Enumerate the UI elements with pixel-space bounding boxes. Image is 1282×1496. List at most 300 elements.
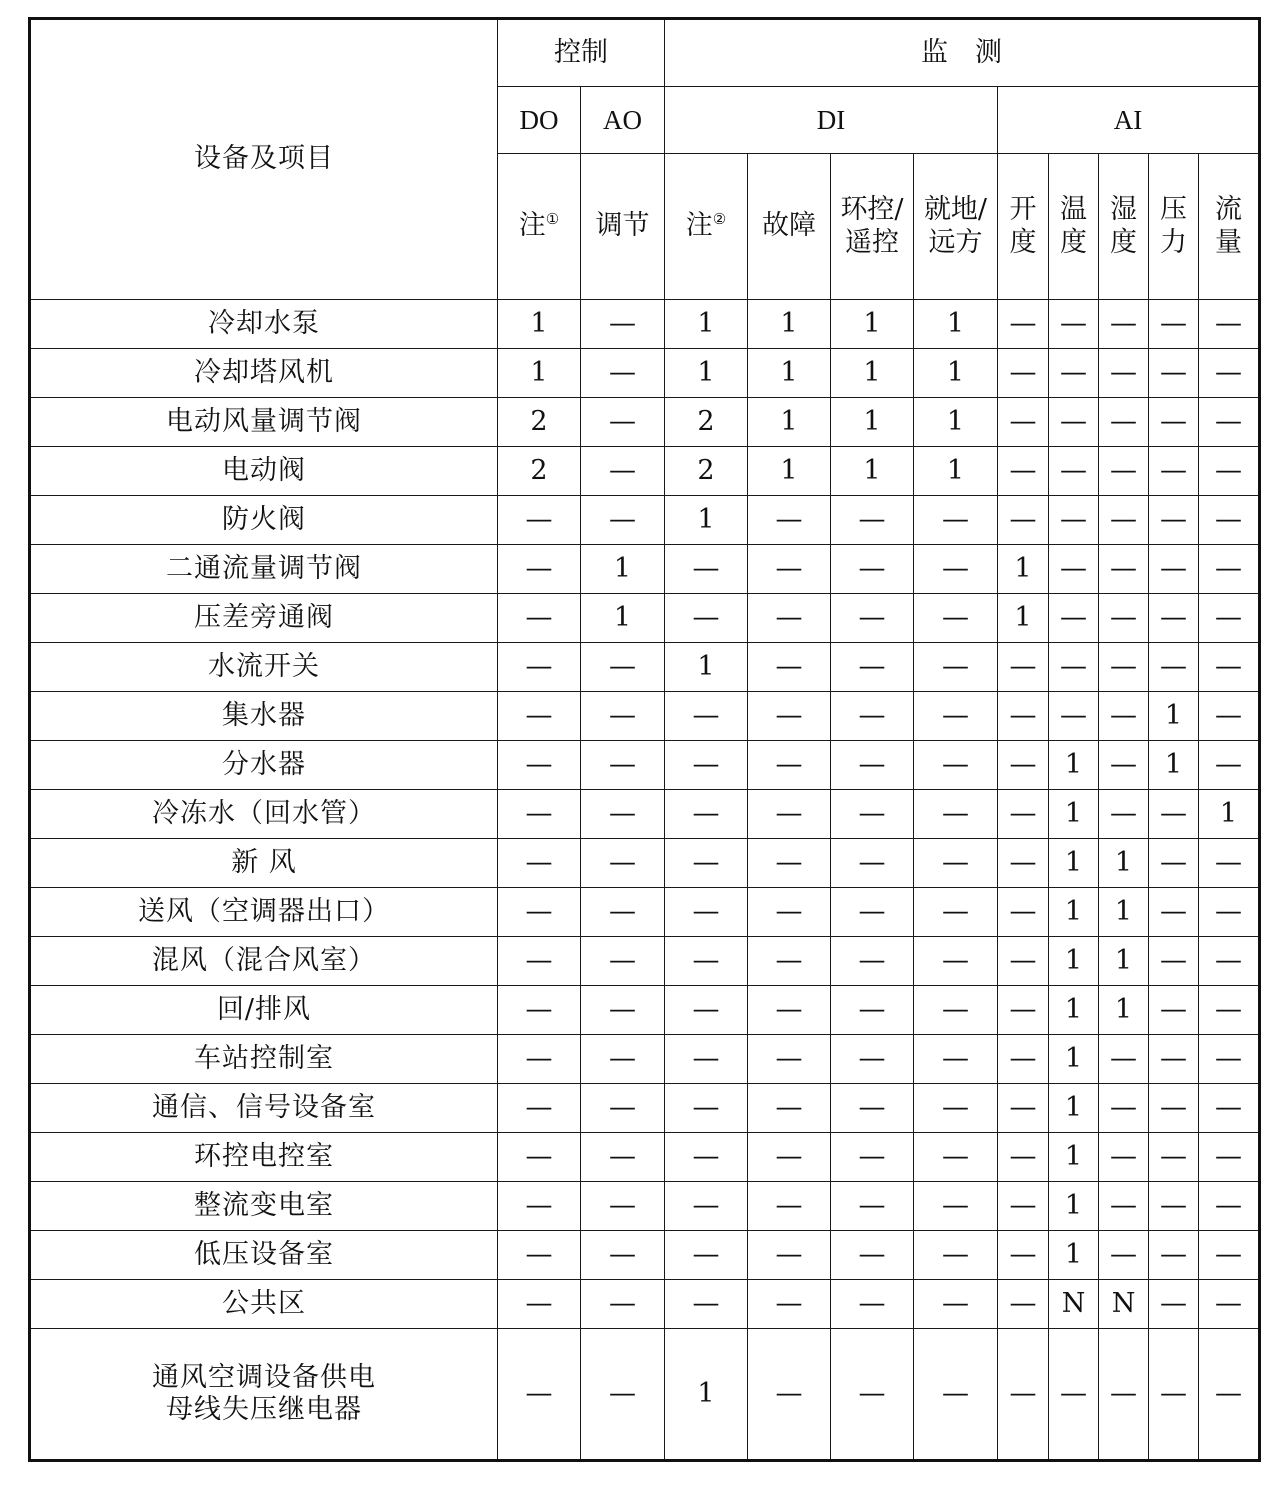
header-group-control [498, 19, 665, 87]
table-cell: — [831, 1035, 914, 1084]
table-cell: — [998, 888, 1049, 937]
table-cell: — [1149, 594, 1199, 643]
table-cell: — [914, 1133, 998, 1182]
table-cell: — [665, 594, 748, 643]
table-cell: — [1149, 1182, 1199, 1231]
header-sub-do-note [498, 154, 581, 300]
table-row [30, 594, 1260, 643]
table-cell: — [1149, 1329, 1199, 1461]
table-cell: — [1149, 349, 1199, 398]
table-cell: — [998, 1280, 1049, 1329]
table-cell: 1 [1099, 937, 1149, 986]
table-row [30, 1182, 1260, 1231]
table-row [30, 496, 1260, 545]
row-item-label: 冷却塔风机 [30, 349, 498, 398]
table-cell: — [914, 1280, 998, 1329]
table-cell: — [665, 839, 748, 888]
table-cell: — [1199, 300, 1260, 349]
table-cell: — [1049, 398, 1099, 447]
table-cell: — [748, 496, 831, 545]
row-item-label [30, 1329, 498, 1461]
table-cell: — [498, 643, 581, 692]
table-cell: — [1099, 496, 1149, 545]
table-row [30, 1280, 1260, 1329]
table-cell: — [498, 839, 581, 888]
table-cell: N [1049, 1280, 1099, 1329]
table-cell: — [581, 692, 665, 741]
row-item-line: 母线失压继电器 [166, 1394, 362, 1425]
table-cell: — [998, 1084, 1049, 1133]
table-cell: — [581, 741, 665, 790]
table-cell: 1 [1149, 692, 1199, 741]
table-cell: — [1049, 545, 1099, 594]
table-cell: 2 [665, 398, 748, 447]
table-cell: 1 [1099, 888, 1149, 937]
table-cell: — [1199, 349, 1260, 398]
table-cell: — [665, 986, 748, 1035]
table-cell: — [914, 986, 998, 1035]
table-cell: — [998, 741, 1049, 790]
table-cell: — [998, 1035, 1049, 1084]
table-cell: — [665, 1231, 748, 1280]
header-type-ao: AO [581, 87, 665, 154]
table-cell: — [914, 1231, 998, 1280]
table-cell: — [831, 741, 914, 790]
table-cell: 1 [914, 447, 998, 496]
table-cell: — [914, 888, 998, 937]
table-cell: 1 [1149, 741, 1199, 790]
table-row [30, 643, 1260, 692]
header-sub-ai-humidity [1099, 154, 1149, 300]
table-cell: — [1199, 1133, 1260, 1182]
table-cell: — [1149, 986, 1199, 1035]
table-row [30, 839, 1260, 888]
table-row [30, 692, 1260, 741]
table-cell: — [581, 1280, 665, 1329]
table-cell: — [1199, 1182, 1260, 1231]
header-sub-line: 远方 [928, 226, 983, 258]
table-cell: — [998, 1133, 1049, 1182]
table-cell: — [1099, 300, 1149, 349]
table-cell: — [665, 741, 748, 790]
table-cell: — [1199, 888, 1260, 937]
row-item-label: 公共区 [30, 1280, 498, 1329]
table-cell: — [498, 1280, 581, 1329]
table-cell: — [998, 790, 1049, 839]
table-cell: 1 [1199, 790, 1260, 839]
table-cell: — [748, 594, 831, 643]
header-sub-line: 流 [1215, 194, 1243, 226]
table-cell: — [914, 545, 998, 594]
header-sub-line: 环控/ [840, 194, 904, 226]
table-cell: — [498, 1084, 581, 1133]
header-type-ai: AI [998, 87, 1260, 154]
table-cell: — [1049, 496, 1099, 545]
table-cell: — [998, 692, 1049, 741]
table-cell: — [581, 790, 665, 839]
table-cell: — [498, 790, 581, 839]
table-cell: — [1149, 496, 1199, 545]
table-cell: — [581, 839, 665, 888]
table-cell: — [581, 1035, 665, 1084]
table-cell: — [665, 692, 748, 741]
table-cell: 1 [581, 545, 665, 594]
table-cell: — [914, 1182, 998, 1231]
table-cell: — [498, 594, 581, 643]
table-cell: — [1099, 1035, 1149, 1084]
header-type-di: DI [665, 87, 998, 154]
table-cell: — [831, 888, 914, 937]
row-item-label: 压差旁通阀 [30, 594, 498, 643]
header-sub-ai-opening [998, 154, 1049, 300]
table-cell: 1 [831, 398, 914, 447]
table-cell: — [914, 496, 998, 545]
table-cell: 1 [1049, 790, 1099, 839]
table-row [30, 888, 1260, 937]
table-cell: — [498, 692, 581, 741]
header-sub-di-fault: 故障 [748, 154, 831, 300]
table-cell: — [748, 643, 831, 692]
table-cell: 1 [1049, 937, 1099, 986]
row-item-label: 电动风量调节阀 [30, 398, 498, 447]
table-cell: — [1149, 447, 1199, 496]
table-cell: — [748, 1084, 831, 1133]
row-item-label: 混风（混合风室） [30, 937, 498, 986]
table-cell: 1 [748, 447, 831, 496]
table-cell: 1 [498, 300, 581, 349]
header-sub-di-local-remote [914, 154, 998, 300]
table-cell: — [748, 986, 831, 1035]
header-item-column [30, 19, 498, 300]
table-row [30, 349, 1260, 398]
table-cell: 2 [665, 447, 748, 496]
table-cell: — [581, 643, 665, 692]
table-cell: — [914, 741, 998, 790]
table-cell: — [998, 1182, 1049, 1231]
table-cell: — [498, 1329, 581, 1461]
row-item-label: 通信、信号设备室 [30, 1084, 498, 1133]
table-cell: 1 [748, 300, 831, 349]
header-sub-ai-pressure [1149, 154, 1199, 300]
table-cell: — [581, 447, 665, 496]
table-cell: — [1149, 888, 1199, 937]
table-cell: 1 [1049, 888, 1099, 937]
table-cell: — [498, 545, 581, 594]
table-cell: — [1199, 398, 1260, 447]
table-cell: — [914, 1329, 998, 1461]
table-cell: — [498, 1035, 581, 1084]
table-cell: — [1199, 1329, 1260, 1461]
header-sub-di-note [665, 154, 748, 300]
table-cell: — [831, 986, 914, 1035]
row-item-label: 集水器 [30, 692, 498, 741]
table-cell: 1 [665, 496, 748, 545]
table-row [30, 1084, 1260, 1133]
table-cell: — [748, 937, 831, 986]
table-cell: — [1099, 692, 1149, 741]
table-cell: — [831, 1280, 914, 1329]
table-cell: — [581, 398, 665, 447]
table-cell: — [498, 496, 581, 545]
table-cell: — [1099, 643, 1149, 692]
header-sub-ai-temperature [1049, 154, 1099, 300]
table-cell: — [914, 1035, 998, 1084]
table-cell: — [914, 692, 998, 741]
io-point-table [28, 17, 1261, 1462]
table-row [30, 741, 1260, 790]
row-item-label: 防火阀 [30, 496, 498, 545]
table-cell: — [1199, 692, 1260, 741]
header-sub-di-env-remote [831, 154, 914, 300]
table-cell: — [831, 1182, 914, 1231]
table-cell: — [998, 986, 1049, 1035]
table-cell: — [1049, 300, 1099, 349]
table-cell: — [998, 496, 1049, 545]
table-cell: — [498, 937, 581, 986]
table-cell: — [581, 1182, 665, 1231]
table-cell: — [998, 643, 1049, 692]
table-cell: — [1099, 1231, 1149, 1280]
table-cell: — [1199, 1035, 1260, 1084]
table-cell: — [1049, 349, 1099, 398]
table-cell: — [1149, 1280, 1199, 1329]
row-item-label: 新 风 [30, 839, 498, 888]
table-cell: 1 [998, 594, 1049, 643]
table-cell: — [1199, 986, 1260, 1035]
header-sub-line: 量 [1215, 226, 1243, 258]
table-cell: — [831, 692, 914, 741]
table-cell: — [831, 643, 914, 692]
row-item-label: 整流变电室 [30, 1182, 498, 1231]
table-cell: — [998, 1231, 1049, 1280]
table-cell: — [998, 937, 1049, 986]
table-cell: 1 [914, 398, 998, 447]
table-cell: — [1099, 1133, 1149, 1182]
header-sub-line: 度 [1110, 226, 1137, 258]
table-cell: 1 [748, 349, 831, 398]
header-sub-line: 温 [1060, 194, 1087, 226]
header-sub-line: 力 [1160, 226, 1187, 258]
header-sub-line: 度 [1009, 226, 1037, 258]
table-row-power-bus-relay [30, 1329, 1260, 1461]
row-item-label: 电动阀 [30, 447, 498, 496]
table-cell: N [1099, 1280, 1149, 1329]
table-cell: 1 [1099, 839, 1149, 888]
table-cell: — [1099, 398, 1149, 447]
table-cell: — [831, 790, 914, 839]
table-cell: 1 [581, 594, 665, 643]
header-sub-line: 湿 [1110, 194, 1137, 226]
table-row [30, 986, 1260, 1035]
header-sub-ai-flow [1199, 154, 1260, 300]
table-cell: — [1099, 545, 1149, 594]
table-cell: — [748, 1133, 831, 1182]
table-cell: — [998, 300, 1049, 349]
table-cell: — [748, 839, 831, 888]
table-cell: — [748, 1329, 831, 1461]
table-cell: — [1149, 937, 1199, 986]
table-cell: — [831, 594, 914, 643]
table-row [30, 398, 1260, 447]
table-cell: — [914, 790, 998, 839]
table-cell: — [1149, 300, 1199, 349]
table-cell: — [1199, 643, 1260, 692]
row-item-label: 冷冻水（回水管） [30, 790, 498, 839]
table-cell: 1 [914, 349, 998, 398]
row-item-label: 送风（空调器出口） [30, 888, 498, 937]
table-cell: — [1149, 643, 1199, 692]
table-cell: — [831, 496, 914, 545]
table-cell: — [1099, 1182, 1149, 1231]
table-cell: — [914, 594, 998, 643]
table-cell: 1 [1049, 741, 1099, 790]
table-cell: — [1199, 1231, 1260, 1280]
table-cell: — [1149, 1035, 1199, 1084]
table-cell: — [665, 1133, 748, 1182]
table-cell: — [1049, 594, 1099, 643]
table-cell: — [748, 888, 831, 937]
table-cell: 1 [1049, 986, 1099, 1035]
table-row [30, 1231, 1260, 1280]
table-cell: 1 [831, 349, 914, 398]
table-row [30, 545, 1260, 594]
table-cell: 2 [498, 447, 581, 496]
table-cell: — [1149, 839, 1199, 888]
header-type-do: DO [498, 87, 581, 154]
table-cell: — [581, 1133, 665, 1182]
table-body [30, 300, 1260, 1329]
table-cell: — [665, 888, 748, 937]
table-cell: — [498, 986, 581, 1035]
table-cell: — [914, 643, 998, 692]
table-cell: — [1199, 1084, 1260, 1133]
row-item-label: 冷却水泵 [30, 300, 498, 349]
row-item-label: 车站控制室 [30, 1035, 498, 1084]
table-cell: 1 [498, 349, 581, 398]
table-cell: — [748, 1231, 831, 1280]
table-row [30, 447, 1260, 496]
table-cell: — [1099, 1329, 1149, 1461]
table-cell: 1 [1049, 1133, 1099, 1182]
table-cell: 1 [914, 300, 998, 349]
table-cell: 1 [748, 398, 831, 447]
row-item-label: 低压设备室 [30, 1231, 498, 1280]
table-cell: — [1049, 447, 1099, 496]
table-cell: — [1099, 1084, 1149, 1133]
table-row [30, 937, 1260, 986]
row-item-label: 分水器 [30, 741, 498, 790]
row-item-label: 二通流量调节阀 [30, 545, 498, 594]
table-row [30, 1035, 1260, 1084]
table-cell: — [1149, 398, 1199, 447]
table-cell: — [1099, 594, 1149, 643]
table-cell: — [665, 545, 748, 594]
table-cell: — [1199, 594, 1260, 643]
header-group-monitor [665, 19, 1260, 87]
header-sub-line: 遥控 [845, 226, 899, 258]
table-cell: 1 [1099, 986, 1149, 1035]
table-cell: — [1149, 1231, 1199, 1280]
table-cell: — [498, 888, 581, 937]
table-cell: — [1149, 790, 1199, 839]
table-cell: — [1199, 741, 1260, 790]
table-cell: — [581, 888, 665, 937]
header-group-monitor-label: 监 测 [921, 36, 1003, 68]
header-sub-line: 度 [1060, 226, 1087, 258]
footnote-mark-2: ② [712, 210, 727, 229]
header-group-control-label: 控制 [554, 36, 608, 68]
table-cell: — [1099, 349, 1149, 398]
table-cell: — [748, 1035, 831, 1084]
table-cell: — [1199, 839, 1260, 888]
table-cell: — [581, 1084, 665, 1133]
table-cell: — [581, 986, 665, 1035]
table-cell: — [998, 447, 1049, 496]
header-sub-line: 压 [1160, 194, 1187, 226]
table-cell: 1 [1049, 1035, 1099, 1084]
table-cell: — [581, 496, 665, 545]
table-cell: — [665, 790, 748, 839]
table-cell: — [914, 839, 998, 888]
table-row [30, 790, 1260, 839]
row-item-label: 水流开关 [30, 643, 498, 692]
row-item-line: 通风空调设备供电 [152, 1361, 376, 1393]
table-cell: — [914, 1084, 998, 1133]
table-cell: — [1199, 496, 1260, 545]
table-cell: — [831, 839, 914, 888]
table-cell: — [581, 300, 665, 349]
table-cell: — [581, 937, 665, 986]
table-cell: 1 [1049, 1084, 1099, 1133]
table-cell: — [1149, 1084, 1199, 1133]
table-cell: — [581, 1329, 665, 1461]
table-cell: — [914, 937, 998, 986]
table-cell: — [831, 1133, 914, 1182]
header-sub-line: 开 [1009, 194, 1037, 226]
table-cell: — [665, 1182, 748, 1231]
table-cell: — [498, 1182, 581, 1231]
table-cell: — [1199, 447, 1260, 496]
table-cell: — [1049, 1329, 1099, 1461]
table-cell: — [581, 349, 665, 398]
header-item-label: 设备及项目 [194, 143, 334, 175]
table-cell: — [498, 741, 581, 790]
table-cell: 1 [831, 300, 914, 349]
table-cell: — [1199, 1280, 1260, 1329]
table-cell: — [1049, 692, 1099, 741]
table-cell: — [748, 741, 831, 790]
table-cell: 1 [998, 545, 1049, 594]
table-cell: — [665, 1035, 748, 1084]
header-sub-line: 就地/ [923, 194, 988, 226]
table-cell: — [831, 1231, 914, 1280]
table-cell: 1 [1049, 1231, 1099, 1280]
table-cell: 1 [1049, 1182, 1099, 1231]
table-cell: — [498, 1231, 581, 1280]
table-cell: — [748, 692, 831, 741]
table-cell: — [831, 937, 914, 986]
table-cell: — [1199, 545, 1260, 594]
table-cell: — [1049, 643, 1099, 692]
table-cell: — [1149, 1133, 1199, 1182]
table-cell: — [498, 1133, 581, 1182]
table-cell: — [1099, 790, 1149, 839]
table-cell: 1 [665, 300, 748, 349]
header-sub-di-note-label: 注 [685, 210, 713, 242]
table-cell: — [998, 1329, 1049, 1461]
table-cell: — [998, 349, 1049, 398]
table-cell: — [998, 398, 1049, 447]
